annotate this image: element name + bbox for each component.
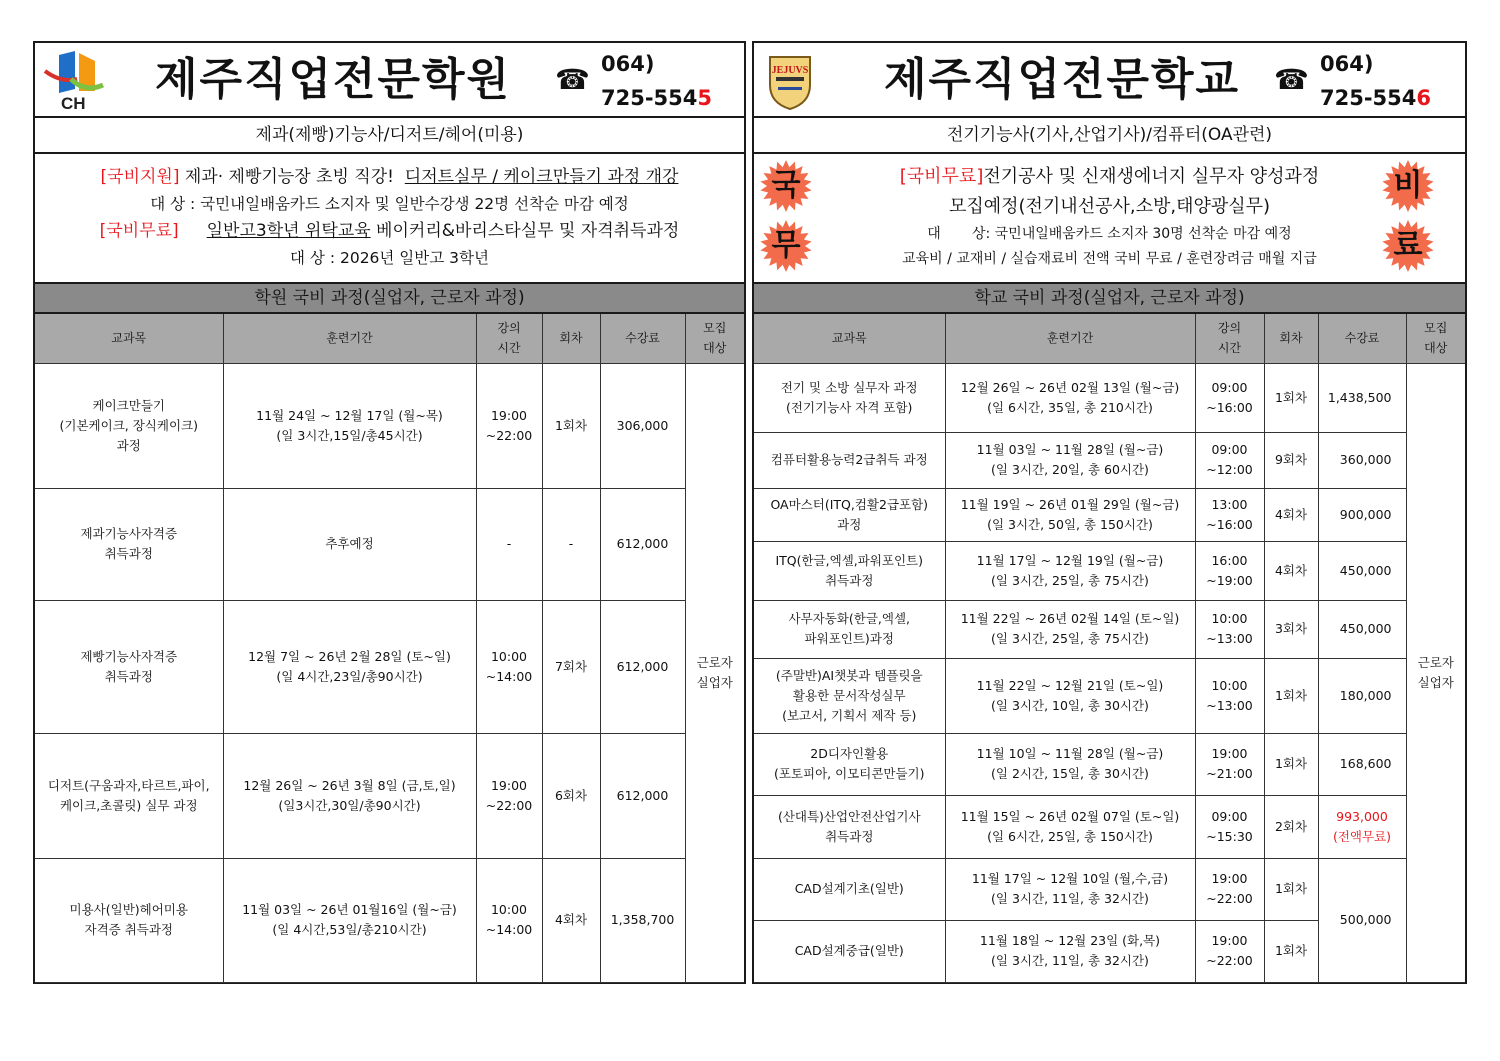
header-course: 교과목 <box>35 314 223 363</box>
course-name: (산대특)산업안전산업기사 취득과정 <box>754 795 945 858</box>
course-name: CAD설계중급(일반) <box>754 920 945 982</box>
tuition-fee: 500,000 <box>1318 858 1406 982</box>
notice-highlight: 일반고3학년 위탁교육 <box>206 221 371 241</box>
notice-highlight: 디저트실무 / 케이크만들기 과정 개강 <box>404 167 679 187</box>
header-course: 교과목 <box>754 314 945 363</box>
tuition-fee: 612,000 <box>600 733 685 858</box>
notice-line-1 <box>35 164 744 191</box>
school-subtitle: 전기기능사(기사,산업기사)/컴퓨터(OA관련) <box>754 118 1465 154</box>
tuition-fee: 612,000 <box>600 488 685 600</box>
session-number: - <box>542 488 600 600</box>
session-number: 1회차 <box>1264 858 1318 920</box>
academy-header <box>35 43 744 118</box>
header-session: 회차 <box>542 314 600 363</box>
table-row <box>754 432 1465 488</box>
table-row <box>35 488 744 600</box>
academy-title: 제주직업전문학원 <box>155 54 512 105</box>
tuition-fee: 1,358,700 <box>600 858 685 982</box>
training-period: 11월 22일 ~ 12월 21일 (토~일) (일 3시간, 10일, 총 30시간) <box>945 658 1195 733</box>
training-period: 11월 22일 ~ 26년 02월 14일 (토~일) (일 3시간, 25일, 총 75시간) <box>945 600 1195 658</box>
course-name: 디저트(구움과자,타르트,파이, 케이크,초콜릿) 실무 과정 <box>35 733 223 858</box>
academy-course-table <box>35 314 744 983</box>
school-course-table <box>754 314 1465 983</box>
notice-line-4: 교육비 / 교재비 / 실습재료비 전액 국비 무료 / 훈련장려금 매월 지급 <box>902 251 1317 267</box>
training-period: 12월 7일 ~ 26년 2월 28일 (토~일) (일 4시간,23일/총90시간) <box>223 600 476 733</box>
svg-text:CH: CH <box>61 94 86 111</box>
notice-text: 전기공사 및 신재생에너지 실무자 양성과정 <box>983 166 1320 187</box>
course-name: 미용사(일반)헤어미용 자격증 취득과정 <box>35 858 223 982</box>
tuition-fee: 360,000 <box>1318 432 1406 488</box>
school-course-band: 학교 국비 과정(실업자, 근로자 과정) <box>754 284 1465 314</box>
training-period: 11월 17일 ~ 12월 10일 (월,수,금) (일 3시간, 11일, 총 32시간) <box>945 858 1195 920</box>
table-row <box>754 658 1465 733</box>
course-name: ITQ(한글,엑셀,파워포인트) 취득과정 <box>754 541 945 600</box>
session-number: 4회차 <box>1264 488 1318 541</box>
recruit-target: 근로자 실업자 <box>1406 363 1465 982</box>
table-row <box>754 600 1465 658</box>
header-session: 회차 <box>1264 314 1318 363</box>
notice-line-3: 대 상: 국민내일배움카드 소지자 30명 선착순 마감 예정 <box>927 226 1292 242</box>
academy-notice <box>35 154 744 284</box>
tuition-fee: 1,438,500 <box>1318 363 1406 432</box>
recruit-target: 근로자 실업자 <box>685 363 744 982</box>
training-period: 12월 26일 ~ 26년 02월 13일 (월~금) (일 6시간, 35일, 총 210시간) <box>945 363 1195 432</box>
session-number: 1회차 <box>1264 363 1318 432</box>
class-time: 19:00 ~21:00 <box>1195 733 1264 795</box>
school-panel <box>752 41 1467 984</box>
table-row <box>35 363 744 488</box>
class-time: 13:00 ~16:00 <box>1195 488 1264 541</box>
table-header-row <box>754 314 1465 363</box>
table-row <box>754 733 1465 795</box>
course-name: CAD설계기초(일반) <box>754 858 945 920</box>
header-class-time: 강의 시간 <box>1195 314 1264 363</box>
academy-panel <box>33 41 746 984</box>
session-number: 1회차 <box>1264 658 1318 733</box>
course-name: 제과기능사자격증 취득과정 <box>35 488 223 600</box>
session-number: 1회차 <box>542 363 600 488</box>
table-row <box>754 541 1465 600</box>
table-row <box>35 858 744 982</box>
table-row <box>754 795 1465 858</box>
telephone-icon: ☎ <box>555 63 590 96</box>
session-number: 9회차 <box>1264 432 1318 488</box>
notice-tag: [국비무료] <box>99 221 179 241</box>
class-time: 19:00 ~22:00 <box>476 363 542 488</box>
session-number: 7회차 <box>542 600 600 733</box>
notice-line-2: 모집예정(전기내선공사,소방,태양광실무) <box>948 196 1271 217</box>
class-time: 19:00 ~22:00 <box>1195 858 1264 920</box>
table-row <box>754 488 1465 541</box>
table-row <box>35 600 744 733</box>
notice-tag: [국비지원] <box>100 167 180 187</box>
class-time: 09:00 ~16:00 <box>1195 363 1264 432</box>
training-period: 11월 03일 ~ 11월 28일 (월~금) (일 3시간, 20일, 총 60시간) <box>945 432 1195 488</box>
class-time: 09:00 ~12:00 <box>1195 432 1264 488</box>
notice-text: 베이커리&바리스타실무 및 자격취득과정 <box>370 221 680 241</box>
school-phone[interactable] <box>1320 47 1431 115</box>
academy-course-band: 학원 국비 과정(실업자, 근로자 과정) <box>35 284 744 314</box>
course-name: OA마스터(ITQ,컴활2급포함) 과정 <box>754 488 945 541</box>
session-number: 2회차 <box>1264 795 1318 858</box>
course-name: 컴퓨터활용능력2급취득 과정 <box>754 432 945 488</box>
session-number: 4회차 <box>542 858 600 982</box>
training-period: 추후예정 <box>223 488 476 600</box>
academy-subtitle: 제과(제빵)기능사/디저트/헤어(미용) <box>35 118 744 154</box>
school-notice <box>754 154 1465 284</box>
table-row <box>754 858 1465 920</box>
course-name: 전기 및 소방 실무자 과정 (전기기능사 자격 포함) <box>754 363 945 432</box>
notice-text: 제과· 제빵기능장 초빙 직강! <box>179 167 405 187</box>
phone-last-digit: 6 <box>1416 86 1432 110</box>
phone-number: 725-554 <box>601 86 698 110</box>
jejuvs-emblem <box>760 49 838 111</box>
table-row <box>754 363 1465 432</box>
class-time: 19:00 ~22:00 <box>1195 920 1264 982</box>
badge-char: 비 <box>1393 168 1423 203</box>
tuition-fee: 450,000 <box>1318 600 1406 658</box>
svg-text:JEJUVS: JEJUVS <box>771 65 809 76</box>
course-name: 케이크만들기 (기본케이크, 장식케이크) 과정 <box>35 363 223 488</box>
tuition-fee: 450,000 <box>1318 541 1406 600</box>
course-name: (주말반)AI챗봇과 템플릿을 활용한 문서작성실무 (보고서, 기획서 제작 등) <box>754 658 945 733</box>
table-header-row <box>35 314 744 363</box>
class-time: 09:00 ~15:30 <box>1195 795 1264 858</box>
table-row <box>35 733 744 858</box>
session-number: 1회차 <box>1264 733 1318 795</box>
telephone-icon: ☎ <box>1274 63 1309 96</box>
ch-logo <box>41 49 119 111</box>
tuition-fee: 993,000 (전액무료) <box>1318 795 1406 858</box>
class-time: 10:00 ~13:00 <box>1195 600 1264 658</box>
course-name: 제빵기능사자격증 취득과정 <box>35 600 223 733</box>
badge-starburst <box>760 220 812 272</box>
badge-starburst <box>760 160 812 212</box>
tuition-fee: 900,000 <box>1318 488 1406 541</box>
tuition-fee: 168,600 <box>1318 733 1406 795</box>
training-period: 11월 19일 ~ 26년 01월 29일 (월~금) (일 3시간, 50일, 총 150시간) <box>945 488 1195 541</box>
header-target: 모집 대상 <box>685 314 744 363</box>
training-period: 11월 10일 ~ 11월 28일 (월~금) (일 2시간, 15일, 총 30시간) <box>945 733 1195 795</box>
class-time: 10:00 ~14:00 <box>476 600 542 733</box>
training-period: 12월 26일 ~ 26년 3월 8일 (금,토,일) (일3시간,30일/총90시간) <box>223 733 476 858</box>
tuition-fee: 306,000 <box>600 363 685 488</box>
notice-tag: [국비무료] <box>899 166 984 187</box>
session-number: 1회차 <box>1264 920 1318 982</box>
class-time: 16:00 ~19:00 <box>1195 541 1264 600</box>
badge-starburst <box>1382 220 1434 272</box>
class-time: - <box>476 488 542 600</box>
class-time: 10:00 ~13:00 <box>1195 658 1264 733</box>
session-number: 3회차 <box>1264 600 1318 658</box>
training-period: 11월 03일 ~ 26년 01월16일 (월~금) (일 4시간,53일/총210시간) <box>223 858 476 982</box>
phone-last-digit: 5 <box>697 86 713 110</box>
school-title: 제주직업전문학교 <box>884 54 1241 105</box>
tuition-fee: 612,000 <box>600 600 685 733</box>
class-time: 10:00 ~14:00 <box>476 858 542 982</box>
tuition-fee: 180,000 <box>1318 658 1406 733</box>
phone-area-code: 064) <box>601 52 655 76</box>
header-target: 모집 대상 <box>1406 314 1465 363</box>
badge-char: 국 <box>771 168 801 203</box>
notice-line-2: 대 상 : 국민내일배움카드 소지자 및 일반수강생 22명 선착순 마감 예정 <box>150 195 629 213</box>
academy-phone[interactable] <box>601 47 712 115</box>
header-period: 훈련기간 <box>223 314 476 363</box>
badge-char: 료 <box>1393 228 1423 263</box>
badge-starburst <box>1382 160 1434 212</box>
school-header <box>754 43 1465 118</box>
phone-area-code: 064) <box>1320 52 1374 76</box>
training-period: 11월 18일 ~ 12월 23일 (화,목) (일 3시간, 11일, 총 32시간) <box>945 920 1195 982</box>
session-number: 6회차 <box>542 733 600 858</box>
training-period: 11월 15일 ~ 26년 02월 07일 (토~일) (일 6시간, 25일, 총 150시간) <box>945 795 1195 858</box>
notice-line-4: 대 상 : 2026년 일반고 3학년 <box>290 249 489 267</box>
header-fee: 수강료 <box>600 314 685 363</box>
session-number: 4회차 <box>1264 541 1318 600</box>
course-name: 2D디자인활용 (포토피아, 이모티콘만들기) <box>754 733 945 795</box>
class-time: 19:00 ~22:00 <box>476 733 542 858</box>
badge-char: 무 <box>771 228 801 263</box>
phone-number: 725-554 <box>1320 86 1417 110</box>
notice-line-3 <box>35 218 744 245</box>
course-name: 사무자동화(한글,엑셀, 파워포인트)과정 <box>754 600 945 658</box>
header-fee: 수강료 <box>1318 314 1406 363</box>
notice-line-1 <box>754 162 1465 192</box>
training-period: 11월 24일 ~ 12월 17일 (월~목) (일 3시간,15일/총45시간) <box>223 363 476 488</box>
header-class-time: 강의 시간 <box>476 314 542 363</box>
header-period: 훈련기간 <box>945 314 1195 363</box>
training-period: 11월 17일 ~ 12월 19일 (월~금) (일 3시간, 25일, 총 75시간) <box>945 541 1195 600</box>
